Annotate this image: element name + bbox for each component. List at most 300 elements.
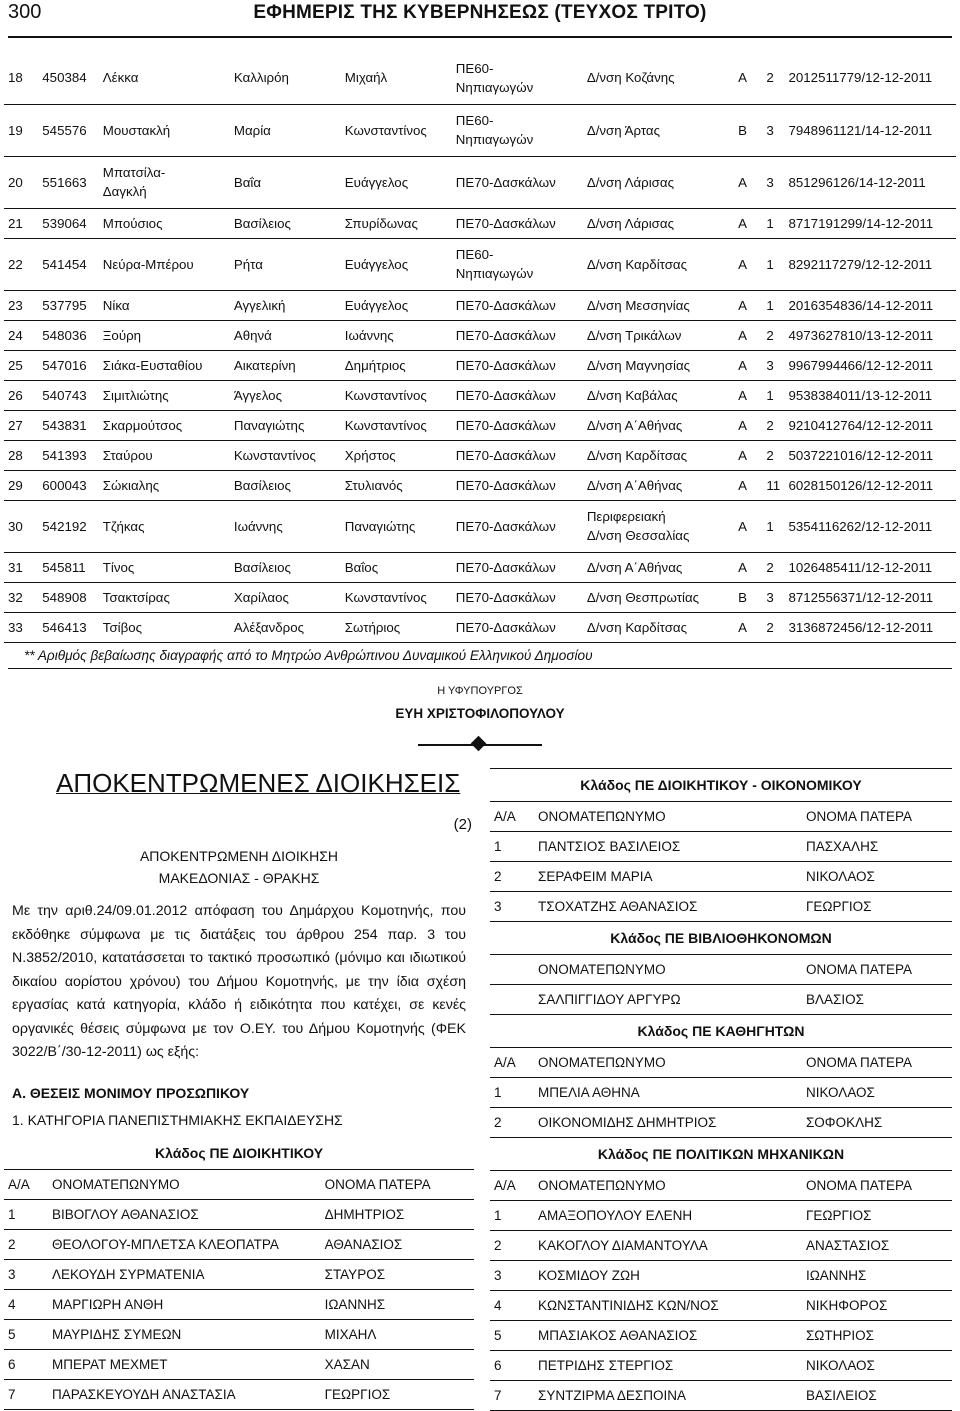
grade: 2: [766, 619, 774, 635]
table-row: [490, 862, 952, 892]
first-name: Άγγελος: [233, 387, 282, 403]
branch-title-kathigiton: Κλάδος ΠΕ ΚΑΘΗΓΗΤΩΝ: [637, 1023, 805, 1039]
first-name: Βαΐα: [233, 174, 262, 190]
father-name: ΝΙΚΟΛΑΟΣ: [805, 1085, 875, 1100]
table-row: [4, 238, 956, 290]
surname: Σιάκα-Ευσταθίου: [102, 357, 203, 373]
header-father: ΟΝΟΜΑ ΠΑΤΕΡΑ: [805, 809, 912, 824]
father-name: ΑΘΑΝΑΣΙΟΣ: [324, 1237, 403, 1252]
row-number: 3: [494, 1268, 502, 1283]
surname: Νίκα: [102, 297, 130, 313]
surname: Σώκιαλης: [102, 477, 160, 493]
surname: Ξούρη: [102, 327, 142, 343]
person-name: ΣΑΛΠΙΓΓΙΔΟΥ ΑΡΓΥΡΩ: [538, 992, 681, 1007]
separator-diamond-icon: [471, 736, 487, 752]
table-header-row: [490, 1048, 952, 1078]
certificate-number: 1026485411/12-12-2011: [788, 559, 933, 575]
grade: 1: [766, 518, 774, 534]
row-number: 18: [8, 70, 23, 86]
branch: ΠΕ60- Νηπιαγωγών: [455, 113, 534, 147]
header-name: ΟΝΟΜΑΤΕΠΩΝΥΜΟ: [538, 962, 666, 977]
table-row: [490, 892, 952, 922]
table-row: [4, 1320, 474, 1350]
father-name: ΝΙΚΗΦΟΡΟΣ: [805, 1298, 888, 1313]
branch: ΠΕ70-Δασκάλων: [455, 589, 556, 605]
certificate-number: 8292117279/12-12-2011: [788, 256, 933, 272]
row-number: 32: [8, 589, 23, 605]
row-number: 21: [8, 215, 23, 231]
grade: 11: [766, 477, 781, 493]
father-name: ΣΟΦΟΚΛΗΣ: [805, 1115, 883, 1130]
table-row: [4, 440, 956, 470]
person-name: ΠΑΡΑΣΚΕΥΟΥΔΗ ΑΝΑΣΤΑΣΙΑ: [52, 1387, 236, 1402]
table-row: [4, 1290, 474, 1320]
table-row: [490, 1351, 952, 1381]
table-row: [4, 612, 956, 642]
table-row: [490, 1261, 952, 1291]
row-number: 2: [494, 869, 502, 884]
surname: Τσίβος: [102, 619, 143, 635]
table-row: [4, 1380, 474, 1410]
issue-number: (2): [453, 816, 472, 833]
row-number: 1: [494, 1085, 502, 1100]
row-number: 5: [494, 1328, 502, 1343]
surname: Μουστακλή: [102, 122, 171, 138]
first-name: Ιωάννης: [233, 518, 283, 534]
row-number: 7: [494, 1388, 502, 1403]
branch: ΠΕ70-Δασκάλων: [455, 174, 556, 190]
first-name: Αικατερίνη: [233, 357, 296, 373]
first-name: Βασίλειος: [233, 559, 291, 575]
certificate-number: 8712556371/12-12-2011: [788, 589, 934, 605]
person-name: ΜΑΡΓΙΩΡΗ ΑΝΘΗ: [52, 1297, 164, 1312]
admin-name-line2: ΜΑΚΕΔΟΝΙΑΣ - ΘΡΑΚΗΣ: [158, 870, 320, 886]
person-name: ΠΑΝΤΣΙΟΣ ΒΑΣΙΛΕΙΟΣ: [538, 839, 681, 854]
category: Α: [738, 417, 747, 433]
directorate: Δ/νση Λάρισας: [586, 215, 674, 231]
header-rule: [8, 36, 952, 38]
admin-name-line1: ΑΠΟΚΕΝΤΡΩΜΕΝΗ ΔΙΟΙΚΗΣΗ: [139, 848, 339, 864]
certificate-number: 5037221016/12-12-2011: [788, 447, 934, 463]
row-number: 1: [8, 1207, 16, 1222]
grade: 1: [766, 256, 774, 272]
table-row: [4, 1230, 474, 1260]
row-number: 1: [494, 1208, 502, 1223]
directorate: Δ/νση Καβάλας: [586, 387, 678, 403]
first-name: Παναγιώτης: [233, 417, 305, 433]
grade: 3: [766, 589, 774, 605]
row-number: 5: [8, 1327, 16, 1342]
branch: ΠΕ70-Δασκάλων: [455, 559, 556, 575]
directorate: Δ/νση Λάρισας: [586, 174, 674, 190]
category: Α: [738, 518, 747, 534]
person-name: ΚΟΣΜΙΔΟΥ ΖΩΗ: [538, 1268, 640, 1283]
branch: ΠΕ70-Δασκάλων: [455, 297, 556, 313]
surname: Νεύρα-Μπέρου: [102, 256, 194, 272]
surname: Τσακτσίρας: [102, 589, 170, 605]
row-number: 33: [8, 619, 23, 635]
surname: Λέκκα: [102, 70, 139, 86]
table-row: [4, 500, 956, 552]
table-row: [490, 985, 952, 1015]
table-row: [490, 1108, 952, 1138]
person-name: ΜΠΕΡΑΤ ΜΕΧΜΕΤ: [52, 1357, 168, 1372]
category: Α: [738, 559, 747, 575]
header-aa: Α/Α: [494, 1055, 516, 1070]
row-number: 22: [8, 256, 23, 272]
category: Α: [738, 327, 747, 343]
father-name: ΝΙΚΟΛΑΟΣ: [805, 869, 875, 884]
certificate-number: 5354116262/12-12-2011: [788, 518, 933, 534]
directorate: Δ/νση Κοζάνης: [586, 70, 675, 86]
table-row: [490, 1321, 952, 1351]
registry-code: 548036: [42, 327, 87, 343]
father-name: Κωνσταντίνος: [344, 417, 427, 433]
table-row: [4, 582, 956, 612]
table-row: [490, 832, 952, 862]
header-name: ΟΝΟΜΑΤΕΠΩΝΥΜΟ: [52, 1177, 180, 1192]
branch: ΠΕ70-Δασκάλων: [455, 387, 556, 403]
branch: ΠΕ60- Νηπιαγωγών: [455, 60, 534, 95]
father-name: ΣΩΤΗΡΙΟΣ: [805, 1328, 874, 1343]
header-aa: Α/Α: [494, 1178, 516, 1193]
category: Α: [738, 215, 747, 231]
registry-code: 541454: [42, 256, 87, 272]
grade: 3: [766, 174, 774, 190]
father-name: Ευάγγελος: [344, 297, 409, 313]
person-name: ΑΜΑΞΟΠΟΥΛΟΥ ΕΛΕΝΗ: [538, 1208, 693, 1223]
surname: Τίνος: [102, 559, 135, 575]
grade: 1: [766, 297, 774, 313]
header-name: ΟΝΟΜΑΤΕΠΩΝΥΜΟ: [538, 809, 666, 824]
row-number: 6: [494, 1358, 502, 1373]
branch-block-dioikitikou: [4, 1137, 474, 1410]
grade: 2: [766, 327, 774, 343]
father-name: ΒΛΑΣΙΟΣ: [805, 992, 864, 1007]
branch: ΠΕ70-Δασκάλων: [455, 417, 556, 433]
father-name: Σωτήριος: [344, 619, 401, 635]
certificate-number: 6028150126/12-12-2011: [788, 477, 934, 493]
table-row: [4, 552, 956, 582]
first-name: Χαρίλαος: [233, 589, 289, 605]
directorate: Δ/νση Μαγνησίας: [586, 357, 691, 373]
certificate-number: 8717191299/14-12-2011: [788, 215, 934, 231]
row-number: 20: [8, 174, 23, 190]
registry-code: 450384: [42, 70, 87, 86]
header-father: ΟΝΟΜΑ ΠΑΤΕΡΑ: [805, 1055, 912, 1070]
person-name: ΜΑΥΡΙΔΗΣ ΣΥΜΕΩΝ: [52, 1327, 182, 1342]
header-aa: Α/Α: [494, 809, 516, 824]
certificate-number: 4973627810/13-12-2011: [788, 327, 934, 343]
father-name: ΝΙΚΟΛΑΟΣ: [805, 1358, 875, 1373]
branch-title-dioikitikou: Κλάδος ΠΕ ΔΙΟΙΚΗΤΙΚΟΥ: [154, 1145, 324, 1161]
table-row: [4, 470, 956, 500]
person-name: ΟΙΚΟΝΟΜΙΔΗΣ ΔΗΜΗΤΡΙΟΣ: [538, 1115, 717, 1130]
row-number: 29: [8, 477, 23, 493]
first-name: Κωνσταντίνος: [233, 447, 316, 463]
certificate-number: 3136872456/12-12-2011: [788, 619, 934, 635]
branch: ΠΕ70-Δασκάλων: [455, 518, 556, 534]
directorate: Δ/νση Α΄Αθήνας: [586, 559, 683, 575]
father-name: Βαΐος: [344, 559, 379, 575]
category: Α: [738, 70, 747, 86]
branch: ΠΕ70-Δασκάλων: [455, 357, 556, 373]
father-name: Κωνσταντίνος: [344, 589, 427, 605]
registry-code: 543831: [42, 417, 87, 433]
first-name: Αγγελική: [233, 297, 286, 313]
father-name: Μιχαήλ: [344, 70, 388, 86]
branch-table-politikon: [490, 1170, 952, 1411]
person-name: ΣΥΝΤΖΙΡΜΑ ΔΕΣΠΟΙΝΑ: [538, 1388, 686, 1403]
page-number: 300: [8, 1, 42, 23]
directorate: Δ/νση Θεσπρωτίας: [586, 589, 700, 605]
registry-code: 547016: [42, 357, 87, 373]
grade: 2: [766, 70, 774, 86]
surname: Σταύρου: [102, 447, 153, 463]
table-header-row: [490, 1171, 952, 1201]
father-name: ΓΕΩΡΓΙΟΣ: [805, 899, 872, 914]
surname: Μπατσίλα- Δαγκλή: [102, 165, 166, 199]
row-number: 2: [494, 1115, 502, 1130]
page-header: [0, 0, 960, 30]
category: Α: [738, 174, 747, 190]
surname: Μπούσιος: [102, 215, 163, 231]
surname: Τζήκας: [102, 518, 145, 534]
registry-code: 537795: [42, 297, 87, 313]
row-number: 2: [494, 1238, 502, 1253]
table-row: [4, 380, 956, 410]
row-number: 19: [8, 122, 23, 138]
branch-title-vivliothikonomon: Κλάδος ΠΕ ΒΙΒΛΙΟΘΗΚΟΝΟΜΩΝ: [610, 930, 832, 946]
branch-table-vivliothikonomon: [490, 954, 952, 1015]
table-row: [4, 320, 956, 350]
row-number: 30: [8, 518, 23, 534]
section-title: ΑΠΟΚΕΝΤΡΩΜΕΝΕΣ ΔΙΟΙΚΗΣΕΙΣ: [56, 768, 461, 798]
person-name: ΚΩΝΣΤΑΝΤΙΝΙΔΗΣ ΚΩΝ/ΝΟΣ: [538, 1298, 719, 1313]
part-a1-heading: 1. ΚΑΤΗΓΟΡΙΑ ΠΑΝΕΠΙΣΤΗΜΙΑΚΗΣ ΕΚΠΑΙΔΕΥΣΗΣ: [12, 1112, 343, 1128]
decision-text: Με την αριθ.24/09.01.2012 απόφαση του Δημάρχου Κομοτηνής, που εκδόθηκε σύμφωνα με τις διατάξεις του άρθρου 254 παρ. 3 του Ν.3852/2010, κατατάσσεται το τακτικό προσωπικό (μόνιμο και ιδιωτικού δικαίου αορίστου χρόνου) του Δήμου Κομοτηνής, με την ίδια σχέση εργασίας κατά κατηγορία, κλάδο ή ειδικότητα που κατέχει, σε κενές οργανικές θέσεις σύμφωνα με τον Ο.ΕΥ. του Δήμου Κομοτηνής (ΦΕΚ 3022/Β΄/30-12-2011) ως εξής:: [12, 903, 466, 1060]
registry-code: 546413: [42, 619, 87, 635]
father-name: ΑΝΑΣΤΑΣΙΟΣ: [805, 1238, 890, 1253]
first-name: Βασίλειος: [233, 477, 291, 493]
branch-table-kathigiton: [490, 1047, 952, 1138]
registry-code: 548908: [42, 589, 87, 605]
first-name: Βασίλειος: [233, 215, 291, 231]
registry-code: 542192: [42, 518, 87, 534]
directorate: Δ/νση Μεσσηνίας: [586, 297, 690, 313]
certificate-number: 2016354836/14-12-2011: [788, 297, 934, 313]
header-name: ΟΝΟΜΑΤΕΠΩΝΥΜΟ: [538, 1178, 666, 1193]
row-number: 28: [8, 447, 23, 463]
category: Α: [738, 447, 747, 463]
father-name: Παναγιώτης: [344, 518, 416, 534]
table-header-row: [4, 1170, 474, 1200]
certificate-number: 9538384011/13-12-2011: [788, 387, 933, 403]
branch: ΠΕ70-Δασκάλων: [455, 477, 556, 493]
branch-title-politikon: Κλάδος ΠΕ ΠΟΛΙΤΙΚΩΝ ΜΗΧΑΝΙΚΩΝ: [597, 1146, 845, 1162]
gazette-title: ΕΦΗΜΕΡΙΣ ΤΗΣ ΚΥΒΕΡΝΗΣΕΩΣ (ΤΕΥΧΟΣ ΤΡΙΤΟ): [253, 2, 707, 23]
row-number: 4: [8, 1297, 16, 1312]
table-row: [4, 1200, 474, 1230]
branch: ΠΕ60- Νηπιαγωγών: [455, 247, 534, 281]
grade: 1: [766, 215, 774, 231]
first-name: Αθηνά: [233, 327, 272, 343]
table-row: [490, 1231, 952, 1261]
father-name: ΒΑΣΙΛΕΙΟΣ: [805, 1388, 877, 1403]
registry-code: 600043: [42, 477, 87, 493]
registry-code: 539064: [42, 215, 87, 231]
surname: Σκαρμούτσος: [102, 417, 183, 433]
category: Α: [738, 477, 747, 493]
table-header-row: [490, 955, 952, 985]
table-row: [4, 104, 956, 156]
certificate-number: 7948961121/14-12-2011: [788, 122, 933, 138]
category: Α: [738, 297, 747, 313]
row-number: 2: [8, 1237, 16, 1252]
row-number: 26: [8, 387, 23, 403]
branch: ΠΕ70-Δασκάλων: [455, 215, 556, 231]
row-number: 4: [494, 1298, 502, 1313]
father-name: ΓΕΩΡΓΙΟΣ: [324, 1387, 391, 1402]
registry-code: 541393: [42, 447, 87, 463]
father-name: Δημήτριος: [344, 357, 406, 373]
father-name: ΓΕΩΡΓΙΟΣ: [805, 1208, 872, 1223]
father-name: ΙΩΑΝΝΗΣ: [805, 1268, 867, 1283]
father-name: Σπυρίδωνας: [344, 215, 418, 231]
person-name: ΜΠΑΣΙΑΚΟΣ ΑΘΑΝΑΣΙΟΣ: [538, 1328, 698, 1343]
row-number: 3: [494, 899, 502, 914]
category: Β: [738, 589, 747, 605]
row-number: 6: [8, 1357, 16, 1372]
category: Α: [738, 357, 747, 373]
directorate: Δ/νση Α΄Αθήνας: [586, 417, 683, 433]
grade: 1: [766, 387, 774, 403]
table-row: [490, 1201, 952, 1231]
table-row: [4, 52, 956, 104]
directorate: Δ/νση Καρδίτσας: [586, 256, 688, 272]
row-number: 25: [8, 357, 23, 373]
directorate: Δ/νση Άρτας: [586, 122, 661, 138]
table-row: [4, 1350, 474, 1380]
registry-code: 545576: [42, 122, 87, 138]
father-name: ΠΑΣΧΑΛΗΣ: [805, 839, 879, 854]
table-header-row: [490, 802, 952, 832]
footnote: ** Αριθμός βεβαίωσης διαγραφής από το Μητρώο Ανθρώπινου Δυναμικού Ελληνικού Δημοσίου: [24, 648, 593, 663]
table-row: [490, 1291, 952, 1321]
registry-code: 551663: [42, 174, 87, 190]
header-father: ΟΝΟΜΑ ΠΑΤΕΡΑ: [805, 1178, 912, 1193]
person-name: ΛΕΚΟΥΔΗ ΣΥΡΜΑΤΕΝΙΑ: [52, 1267, 205, 1282]
table-row: [4, 156, 956, 208]
row-number: 27: [8, 417, 23, 433]
table-row: [490, 1078, 952, 1108]
father-name: Ιωάννης: [344, 327, 394, 343]
first-name: Καλλιρόη: [233, 70, 289, 86]
father-name: ΜΙΧΑΗΛ: [324, 1327, 377, 1342]
header-father: ΟΝΟΜΑ ΠΑΤΕΡΑ: [324, 1177, 431, 1192]
grade: 2: [766, 559, 774, 575]
certificate-number: 2012511779/12-12-2011: [788, 70, 933, 86]
father-name: Χρήστος: [344, 447, 396, 463]
header-aa: Α/Α: [8, 1177, 30, 1192]
grade: 3: [766, 357, 774, 373]
certificate-number: 9210412764/12-12-2011: [788, 417, 934, 433]
row-number: 23: [8, 297, 23, 313]
directorate: Δ/νση Καρδίτσας: [586, 447, 688, 463]
person-name: ΜΠΕΛΙΑ ΑΘΗΝΑ: [538, 1085, 640, 1100]
header-father: ΟΝΟΜΑ ΠΑΤΕΡΑ: [805, 962, 912, 977]
grade: 2: [766, 417, 774, 433]
directorate: Δ/νση Καρδίτσας: [586, 619, 688, 635]
father-name: Κωνσταντίνος: [344, 387, 427, 403]
father-name: ΙΩΑΝΝΗΣ: [324, 1297, 386, 1312]
part-a-heading: Α. ΘΕΣΕΙΣ ΜΟΝΙΜΟΥ ΠΡΟΣΩΠΙΚΟΥ: [12, 1085, 250, 1101]
father-name: ΔΗΜΗΤΡΙΟΣ: [324, 1207, 405, 1222]
person-name: ΒΙΒΟΓΛΟΥ ΑΘΑΝΑΣΙΟΣ: [52, 1207, 199, 1222]
header-name: ΟΝΟΜΑΤΕΠΩΝΥΜΟ: [538, 1055, 666, 1070]
registry-code: 545811: [42, 559, 86, 575]
section-rule: [8, 668, 952, 669]
certificate-number: 9967994466/12-12-2011: [788, 357, 934, 373]
grade: 3: [766, 122, 774, 138]
category: Α: [738, 619, 747, 635]
right-column-blocks: [490, 768, 952, 1411]
surname: Σιμιτλιώτης: [102, 387, 169, 403]
header-aa: [490, 955, 534, 985]
row-number: 1: [494, 839, 502, 854]
first-name: Αλέξανδρος: [233, 619, 305, 635]
father-name: Ευάγγελος: [344, 256, 409, 272]
father-name: Στυλιανός: [344, 477, 403, 493]
directorate: Περιφερειακή Δ/νση Θεσσαλίας: [586, 509, 690, 543]
signatory-name: ΕΥΗ ΧΡΙΣΤΟΦΙΛΟΠΟΥΛΟΥ: [395, 706, 565, 721]
certificate-number: 851296126/14-12-2011: [788, 174, 926, 190]
category: Β: [738, 122, 747, 138]
branch: ΠΕ70-Δασκάλων: [455, 327, 556, 343]
father-name: Ευάγγελος: [344, 174, 409, 190]
registry-code: 540743: [42, 387, 87, 403]
person-name: ΤΣΟΧΑΤΖΗΣ ΑΘΑΝΑΣΙΟΣ: [538, 899, 698, 914]
table-row: [4, 208, 956, 238]
table-row: [4, 1260, 474, 1290]
signatory-role: Η ΥΦΥΠΟΥΡΓΟΣ: [437, 685, 523, 697]
father-name: Κωνσταντίνος: [344, 122, 427, 138]
first-name: Ρήτα: [233, 256, 263, 272]
first-name: Μαρία: [233, 122, 271, 138]
row-number: 24: [8, 327, 23, 343]
category: Α: [738, 256, 747, 272]
table-row: [4, 290, 956, 320]
row-number: 31: [8, 559, 23, 575]
person-name: ΠΕΤΡΙΔΗΣ ΣΤΕΡΓΙΟΣ: [538, 1358, 674, 1373]
directorate: Δ/νση Τρικάλων: [586, 327, 682, 343]
directorate: Δ/νση Α΄Αθήνας: [586, 477, 683, 493]
row-number: 3: [8, 1267, 16, 1282]
branch-table-oikonomikou: [490, 801, 952, 922]
grade: 2: [766, 447, 774, 463]
table-row: [4, 350, 956, 380]
person-name: ΘΕΟΛΟΓΟΥ-ΜΠΛΕΤΣΑ ΚΛΕΟΠΑΤΡΑ: [52, 1237, 279, 1252]
father-name: ΣΤΑΥΡΟΣ: [324, 1267, 386, 1282]
table-row: [490, 1381, 952, 1411]
row-number: 7: [8, 1387, 16, 1402]
branch-title-oikonomikou: Κλάδος ΠΕ ΔΙΟΙΚΗΤΙΚΟΥ - ΟΙΚΟΝΟΜΙΚΟΥ: [580, 777, 862, 793]
branch: ΠΕ70-Δασκάλων: [455, 619, 556, 635]
person-name: ΣΕΡΑΦΕΙΜ ΜΑΡΙΑ: [538, 869, 653, 884]
table-row: [4, 410, 956, 440]
branch-table-dioikitikou: [4, 1169, 474, 1410]
row-number: [490, 985, 534, 1015]
